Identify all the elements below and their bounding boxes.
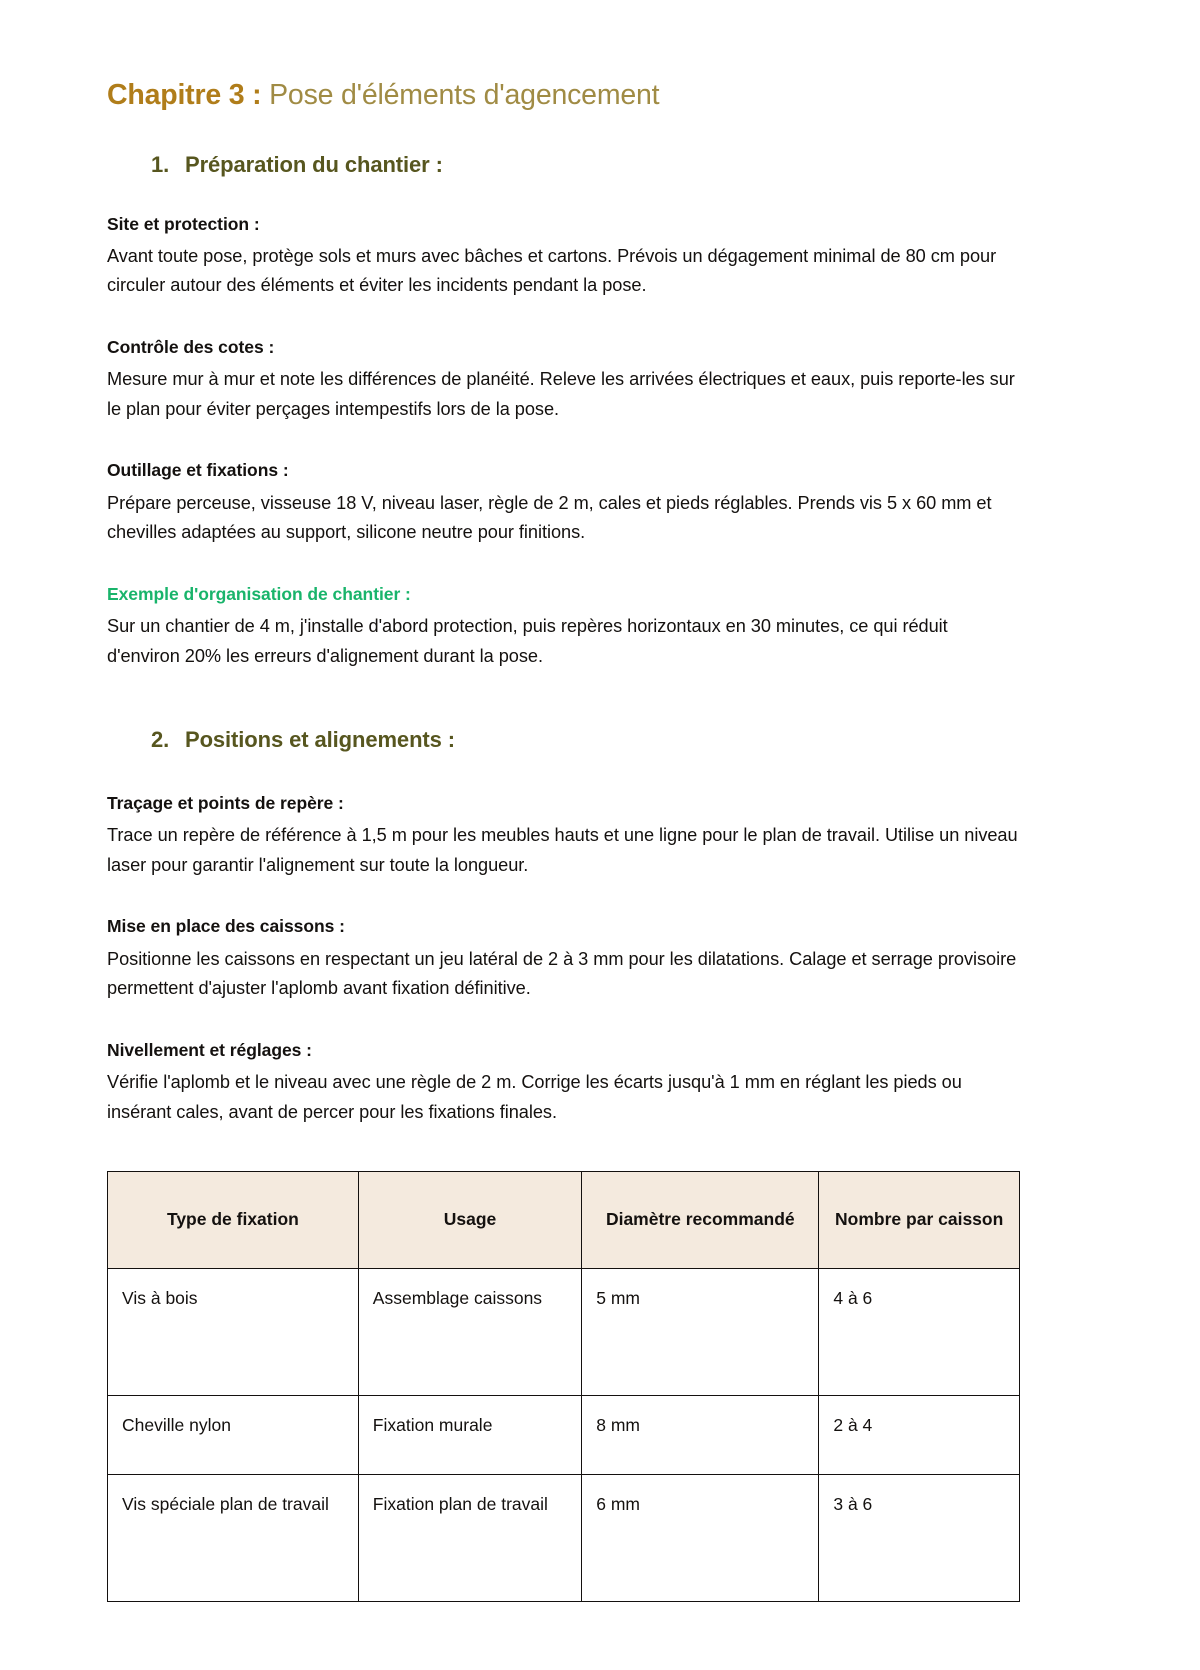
table-header-row	[108, 1172, 1020, 1269]
cell-type: Cheville nylon	[108, 1396, 359, 1475]
section-heading-2	[107, 727, 1020, 753]
block-body-tracage-reperes: Trace un repère de référence à 1,5 m pour les meubles hauts et une ligne pour le plan de travail. Utilise un niveau laser pour garantir l'alignement sur toute la longueur.	[107, 825, 1018, 875]
cell-diametre: 8 mm	[582, 1396, 819, 1475]
chapter-label: Chapitre 3 :	[107, 79, 262, 111]
section-title-2: Positions et alignements :	[185, 727, 456, 752]
content-block-nivellement-reglages	[107, 1038, 1020, 1127]
table-row	[108, 1475, 1020, 1602]
table-header-diametre-recommande: Diamètre recommandé	[582, 1172, 819, 1269]
cell-type: Vis à bois	[108, 1269, 359, 1396]
table-row	[108, 1269, 1020, 1396]
chapter-name: Pose d'éléments d'agencement	[269, 79, 660, 111]
block-title-nivellement-reglages: Nivellement et réglages :	[107, 1039, 312, 1060]
section-number-1: 1.	[151, 151, 170, 177]
section-number-2: 2.	[151, 727, 170, 752]
cell-nombre: 2 à 4	[819, 1396, 1020, 1475]
block-body-outillage-fixations: Prépare perceuse, visseuse 18 V, niveau laser, règle de 2 m, cales et pieds réglables. Prends vis 5 x 60 mm et chevilles adaptées au support, silicone neutre pour finitions.	[107, 492, 992, 543]
content-block-site-protection	[107, 212, 1020, 301]
content-block-controle-cotes	[107, 335, 1020, 424]
table-header-nombre-par-caisson: Nombre par caisson	[819, 1172, 1020, 1269]
block-title-site-protection: Site et protection :	[107, 213, 260, 234]
cell-nombre: 3 à 6	[819, 1475, 1020, 1602]
block-body-mise-en-place-caissons: Positionne les caissons en respectant un jeu latéral de 2 à 3 mm pour les dilatations. Calage et serrage provisoire permettent d'ajuster l'aplomb avant fixation définitive.	[107, 948, 1017, 999]
table-header-usage: Usage	[358, 1172, 581, 1269]
block-title-mise-en-place-caissons: Mise en place des caissons :	[107, 916, 345, 937]
table-header-type-de-fixation: Type de fixation	[108, 1172, 359, 1269]
block-body-nivellement-reglages: Vérifie l'aplomb et le niveau avec une règle de 2 m. Corrige les écarts jusqu'à 1 mm en réglant les pieds ou insérant cales, avant de percer pour les fixations finales.	[107, 1072, 962, 1122]
block-title-tracage-reperes: Traçage et points de repère :	[107, 793, 344, 813]
section-title-1: Préparation du chantier :	[185, 151, 443, 177]
content-block-mise-en-place-caissons	[107, 914, 1020, 1003]
block-body-site-protection: Avant toute pose, protège sols et murs avec bâches et cartons. Prévois un dégagement minimal de 80 cm pour circuler autour des éléments et éviter les incidents pendant la pose.	[107, 246, 997, 296]
section-heading-1	[107, 152, 1020, 178]
cell-usage: Fixation plan de travail	[358, 1475, 581, 1602]
cell-type: Vis spéciale plan de travail	[108, 1475, 359, 1602]
block-title-outillage-fixations: Outillage et fixations :	[107, 460, 289, 481]
cell-nombre: 4 à 6	[819, 1269, 1020, 1396]
table-body	[108, 1269, 1020, 1602]
table-row	[108, 1396, 1020, 1475]
content-block-exemple-organisation	[107, 582, 1020, 671]
block-title-exemple-organisation: Exemple d'organisation de chantier :	[107, 583, 411, 604]
fixation-table	[107, 1171, 1020, 1602]
content-block-outillage-fixations	[107, 458, 1020, 547]
cell-diametre: 6 mm	[582, 1475, 819, 1602]
cell-usage: Fixation murale	[358, 1396, 581, 1475]
cell-usage: Assemblage caissons	[358, 1269, 581, 1396]
content-block-tracage-reperes	[107, 791, 1020, 880]
block-body-exemple-organisation: Sur un chantier de 4 m, j'installe d'abord protection, puis repères horizontaux en 30 minutes, ce qui réduit d'environ 20% les erreurs d'alignement durant la pose.	[107, 616, 948, 666]
table-header	[108, 1172, 1020, 1269]
cell-diametre: 5 mm	[582, 1269, 819, 1396]
block-body-controle-cotes: Mesure mur à mur et note les différences de planéité. Releve les arrivées électriques et eaux, puis reporte-les sur le plan pour éviter perçages intempestifs lors de la pose.	[107, 369, 1015, 419]
block-title-controle-cotes: Contrôle des cotes :	[107, 336, 275, 357]
page-title	[107, 78, 1020, 114]
